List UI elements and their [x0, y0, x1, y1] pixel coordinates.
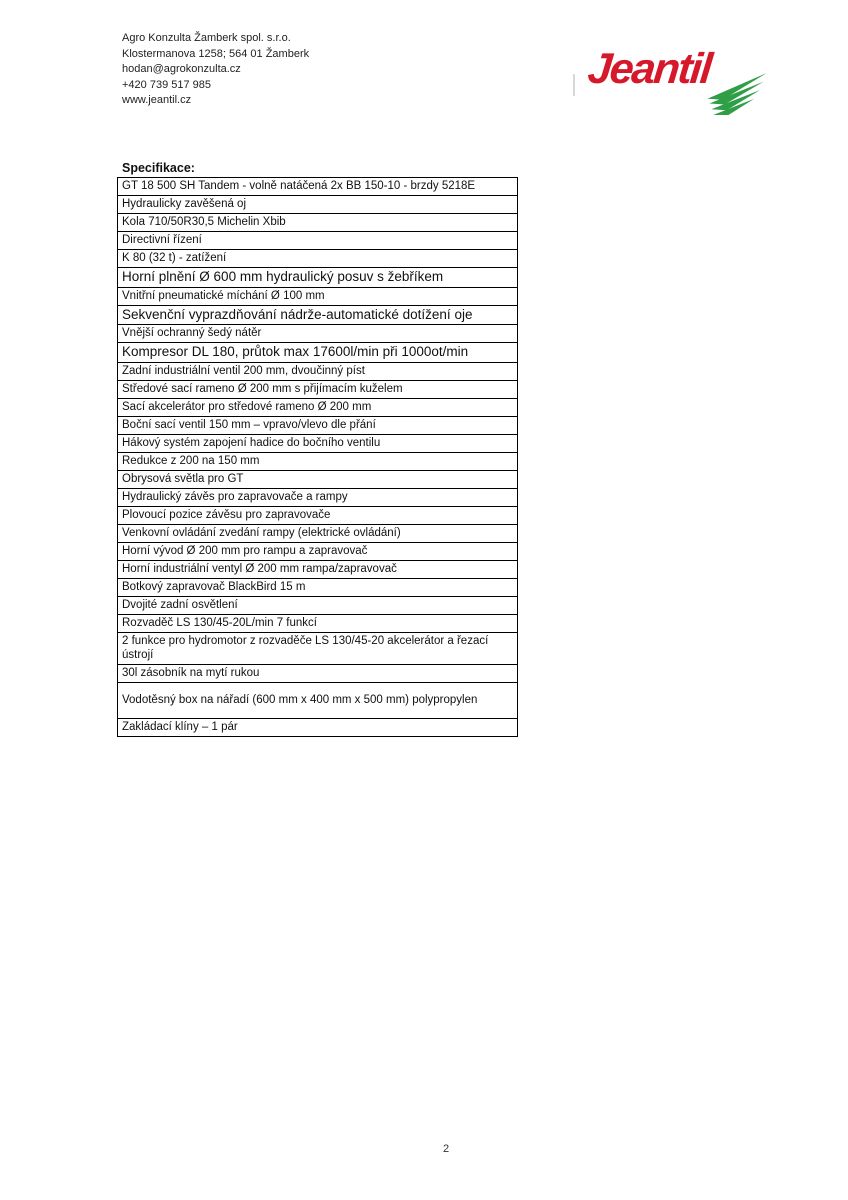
company-name: Agro Konzulta Žamberk spol. s.r.o. [122, 32, 291, 44]
leaf-icon [706, 73, 770, 115]
table-row: Rozvaděč LS 130/45-20L/min 7 funkcí [118, 614, 517, 632]
company-address: Klostermanova 1258; 564 01 Žamberk [122, 47, 310, 60]
spec-table [117, 177, 518, 737]
table-row: Redukce z 200 na 150 mm [118, 452, 517, 470]
specification-section [117, 160, 518, 737]
table-row: Kompresor DL 180, průtok max 17600l/min při 1000ot/min [118, 342, 517, 362]
table-row: Plovoucí pozice závěsu pro zapravovače [118, 506, 517, 524]
table-row: Venkovní ovládání zvedání rampy (elektrické ovládání) [118, 524, 517, 542]
table-row: Hydraulicky zavěšená oj [118, 195, 517, 213]
company-header [122, 31, 309, 109]
scan-artifact-line [573, 74, 575, 96]
table-row: Hákový systém zapojení hadice do bočního ventilu [118, 434, 517, 452]
table-row: Zadní industriální ventil 200 mm, dvoučinný píst [118, 362, 517, 380]
table-row: Boční sací ventil 150 mm – vpravo/vlevo dle přání [118, 416, 517, 434]
table-row: Kola 710/50R30,5 Michelin Xbib [118, 213, 517, 231]
company-email: hodan@agrokonzulta.cz [122, 63, 241, 76]
table-row: Directivní řízení [118, 231, 517, 249]
table-row: 2 funkce pro hydromotor z rozvaděče LS 130/45-20 akcelerátor a řezací ústrojí [118, 632, 517, 664]
table-row: Sací akcelerátor pro středové rameno Ø 200 mm [118, 398, 517, 416]
table-row: Dvojité zadní osvětlení [118, 596, 517, 614]
table-row: GT 18 500 SH Tandem - volně natáčená 2x BB 150-10 - brzdy 5218E [122, 180, 476, 192]
table-row: Hydraulický závěs pro zapravovače a rampy [118, 488, 517, 506]
table-row: Sekvenční vyprazdňování nádrže-automatické dotížení oje [118, 305, 517, 325]
table-row: Horní plnění Ø 600 mm hydraulický posuv s žebříkem [118, 267, 517, 287]
page-number: 2 [442, 1143, 450, 1155]
table-row: Horní vývod Ø 200 mm pro rampu a zapravovač [118, 542, 517, 560]
table-row: Botkový zapravovač BlackBird 15 m [118, 578, 517, 596]
table-row: Vodotěsný box na nářadí (600 mm x 400 mm x 500 mm) polypropylen [118, 682, 517, 718]
company-phone: +420 739 517 985 [122, 78, 212, 91]
table-row: K 80 (32 t) - zatížení [118, 249, 517, 267]
table-row: Horní industriální ventyl Ø 200 mm rampa/zapravovač [118, 560, 517, 578]
spec-title: Specifikace: [122, 161, 195, 175]
table-row: 30l zásobník na mytí rukou [118, 664, 517, 682]
table-row: Obrysová světla pro GT [118, 470, 517, 488]
jeantil-logo-text: Jeantil [585, 45, 713, 93]
jeantil-logo [572, 42, 772, 117]
table-row: Zakládací klíny – 1 pár [118, 718, 517, 736]
table-row: Vnitřní pneumatické míchání Ø 100 mm [118, 287, 517, 305]
table-row: Středové sací rameno Ø 200 mm s přijímacím kuželem [118, 380, 517, 398]
table-row: Vnější ochranný šedý nátěr [118, 324, 517, 342]
company-website: www.jeantil.cz [122, 94, 192, 107]
